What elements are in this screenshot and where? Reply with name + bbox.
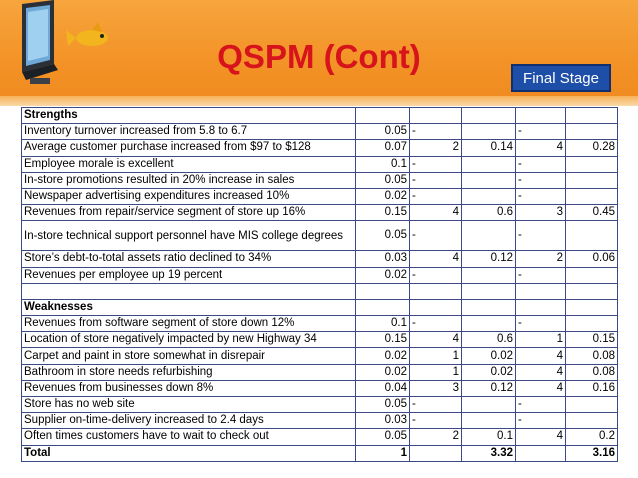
factor-cell: Supplier on-time-delivery increased to 2.4 days xyxy=(22,413,356,429)
as2-cell: - xyxy=(516,124,566,140)
factor-cell: Carpet and paint in store somewhat in disrepair xyxy=(22,348,356,364)
weight-cell: 0.05 xyxy=(356,172,410,188)
table-row xyxy=(22,364,618,380)
table-row xyxy=(22,380,618,396)
factor-cell: In-store technical support personnel have MIS college degrees xyxy=(22,221,356,251)
qspm-table-container xyxy=(21,107,617,462)
tas1-cell: 0.02 xyxy=(462,348,516,364)
factor-cell: Location of store negatively impacted by new Highway 34 xyxy=(22,332,356,348)
as2-cell: - xyxy=(516,397,566,413)
as1-cell: - xyxy=(410,316,462,332)
tas2-cell xyxy=(566,221,618,251)
tas2-cell xyxy=(566,188,618,204)
empty-cell xyxy=(356,299,410,315)
tas2-cell xyxy=(566,397,618,413)
empty-cell xyxy=(566,108,618,124)
table-row xyxy=(22,188,618,204)
tas1-cell: 0.12 xyxy=(462,380,516,396)
as2-cell: 2 xyxy=(516,251,566,267)
tas2-cell xyxy=(566,316,618,332)
empty-cell xyxy=(516,108,566,124)
tas2-cell: 0.08 xyxy=(566,348,618,364)
final-stage-button[interactable]: Final Stage xyxy=(511,64,611,92)
empty-cell xyxy=(462,108,516,124)
as1-cell: 3 xyxy=(410,380,462,396)
weight-cell: 0.02 xyxy=(356,364,410,380)
spacer-row xyxy=(22,283,618,299)
empty-cell xyxy=(566,299,618,315)
tas1-cell: 0.12 xyxy=(462,251,516,267)
empty-cell xyxy=(410,299,462,315)
weight-cell: 0.05 xyxy=(356,124,410,140)
as2-cell: - xyxy=(516,156,566,172)
weight-cell: 0.02 xyxy=(356,348,410,364)
empty-cell xyxy=(516,283,566,299)
weight-cell: 0.03 xyxy=(356,413,410,429)
weight-cell: 0.04 xyxy=(356,380,410,396)
header-divider xyxy=(0,96,638,106)
as2-cell: - xyxy=(516,267,566,283)
total-row xyxy=(22,445,618,461)
tas2-cell xyxy=(566,267,618,283)
as2-cell: - xyxy=(516,221,566,251)
qspm-table-body xyxy=(22,108,618,462)
table-row xyxy=(22,429,618,445)
empty-cell xyxy=(356,283,410,299)
factor-cell: Revenues from repair/service segment of store up 16% xyxy=(22,205,356,221)
as1-cell: - xyxy=(410,188,462,204)
table-row xyxy=(22,316,618,332)
section-heading-row xyxy=(22,299,618,315)
empty-cell xyxy=(516,445,566,461)
as2-cell: - xyxy=(516,413,566,429)
empty-cell xyxy=(410,445,462,461)
as1-cell: - xyxy=(410,413,462,429)
tas2-cell: 0.16 xyxy=(566,380,618,396)
tas1-cell: 0.14 xyxy=(462,140,516,156)
table-row xyxy=(22,397,618,413)
as2-cell: 3 xyxy=(516,205,566,221)
tas1-cell xyxy=(462,124,516,140)
factor-cell: In-store promotions resulted in 20% increase in sales xyxy=(22,172,356,188)
empty-cell xyxy=(516,299,566,315)
slide-title: QSPM (Cont) xyxy=(217,38,421,75)
factor-cell: Employee morale is excellent xyxy=(22,156,356,172)
factor-cell: Revenues from software segment of store down 12% xyxy=(22,316,356,332)
tas1-cell xyxy=(462,413,516,429)
weight-cell: 0.05 xyxy=(356,221,410,251)
as1-cell: 4 xyxy=(410,205,462,221)
table-row xyxy=(22,156,618,172)
tas2-cell: 0.28 xyxy=(566,140,618,156)
table-row xyxy=(22,140,618,156)
slide-header xyxy=(0,0,638,106)
tas1-cell xyxy=(462,156,516,172)
as2-cell: 1 xyxy=(516,332,566,348)
as1-cell: - xyxy=(410,124,462,140)
tas1-cell: 0.02 xyxy=(462,364,516,380)
as2-cell: 4 xyxy=(516,380,566,396)
as1-cell: 4 xyxy=(410,332,462,348)
table-row xyxy=(22,205,618,221)
section-heading: Weaknesses xyxy=(22,299,356,315)
total-tas2: 3.16 xyxy=(566,445,618,461)
tas2-cell: 0.15 xyxy=(566,332,618,348)
factor-cell: Revenues per employee up 19 percent xyxy=(22,267,356,283)
as1-cell: 4 xyxy=(410,251,462,267)
as2-cell: 4 xyxy=(516,140,566,156)
section-heading-row xyxy=(22,108,618,124)
tas1-cell: 0.6 xyxy=(462,205,516,221)
tas2-cell xyxy=(566,172,618,188)
factor-cell: Bathroom in store needs refurbishing xyxy=(22,364,356,380)
as1-cell: - xyxy=(410,267,462,283)
tas1-cell: 0.6 xyxy=(462,332,516,348)
factor-cell: Store’s debt-to-total assets ratio declined to 34% xyxy=(22,251,356,267)
tas1-cell: 0.1 xyxy=(462,429,516,445)
tas2-cell: 0.2 xyxy=(566,429,618,445)
table-row xyxy=(22,332,618,348)
tas1-cell xyxy=(462,397,516,413)
total-label: Total xyxy=(22,445,356,461)
as1-cell: 1 xyxy=(410,348,462,364)
weight-cell: 0.02 xyxy=(356,188,410,204)
tas2-cell: 0.06 xyxy=(566,251,618,267)
weight-cell: 0.1 xyxy=(356,156,410,172)
empty-cell xyxy=(356,108,410,124)
as1-cell: - xyxy=(410,397,462,413)
total-tas1: 3.32 xyxy=(462,445,516,461)
factor-cell: Inventory turnover increased from 5.8 to 6.7 xyxy=(22,124,356,140)
as1-cell: - xyxy=(410,221,462,251)
table-row xyxy=(22,267,618,283)
table-row xyxy=(22,172,618,188)
weight-cell: 0.1 xyxy=(356,316,410,332)
factor-cell: Average customer purchase increased from $97 to $128 xyxy=(22,140,356,156)
as1-cell: - xyxy=(410,156,462,172)
as2-cell: 4 xyxy=(516,429,566,445)
table-row xyxy=(22,348,618,364)
tas2-cell: 0.08 xyxy=(566,364,618,380)
factor-cell: Store has no web site xyxy=(22,397,356,413)
tas1-cell xyxy=(462,188,516,204)
empty-cell xyxy=(566,283,618,299)
section-heading: Strengths xyxy=(22,108,356,124)
as1-cell: - xyxy=(410,172,462,188)
qspm-table xyxy=(21,107,618,462)
tas1-cell xyxy=(462,221,516,251)
table-row xyxy=(22,221,618,251)
as2-cell: 4 xyxy=(516,348,566,364)
as2-cell: - xyxy=(516,172,566,188)
weight-cell: 0.02 xyxy=(356,267,410,283)
as2-cell: - xyxy=(516,316,566,332)
tas2-cell xyxy=(566,413,618,429)
empty-cell xyxy=(410,108,462,124)
tas1-cell xyxy=(462,316,516,332)
table-row xyxy=(22,251,618,267)
empty-cell xyxy=(410,283,462,299)
factor-cell: Revenues from businesses down 8% xyxy=(22,380,356,396)
tas2-cell xyxy=(566,124,618,140)
total-weight: 1 xyxy=(356,445,410,461)
as1-cell: 2 xyxy=(410,429,462,445)
weight-cell: 0.15 xyxy=(356,205,410,221)
as2-cell: - xyxy=(516,188,566,204)
table-row xyxy=(22,413,618,429)
tas2-cell: 0.45 xyxy=(566,205,618,221)
weight-cell: 0.15 xyxy=(356,332,410,348)
as1-cell: 2 xyxy=(410,140,462,156)
factor-cell: Often times customers have to wait to check out xyxy=(22,429,356,445)
as1-cell: 1 xyxy=(410,364,462,380)
factor-cell: Newspaper advertising expenditures increased 10% xyxy=(22,188,356,204)
weight-cell: 0.05 xyxy=(356,397,410,413)
weight-cell: 0.05 xyxy=(356,429,410,445)
empty-cell xyxy=(462,283,516,299)
weight-cell: 0.07 xyxy=(356,140,410,156)
as2-cell: 4 xyxy=(516,364,566,380)
tas1-cell xyxy=(462,267,516,283)
weight-cell: 0.03 xyxy=(356,251,410,267)
tas1-cell xyxy=(462,172,516,188)
empty-cell xyxy=(462,299,516,315)
empty-cell xyxy=(22,283,356,299)
tas2-cell xyxy=(566,156,618,172)
table-row xyxy=(22,124,618,140)
